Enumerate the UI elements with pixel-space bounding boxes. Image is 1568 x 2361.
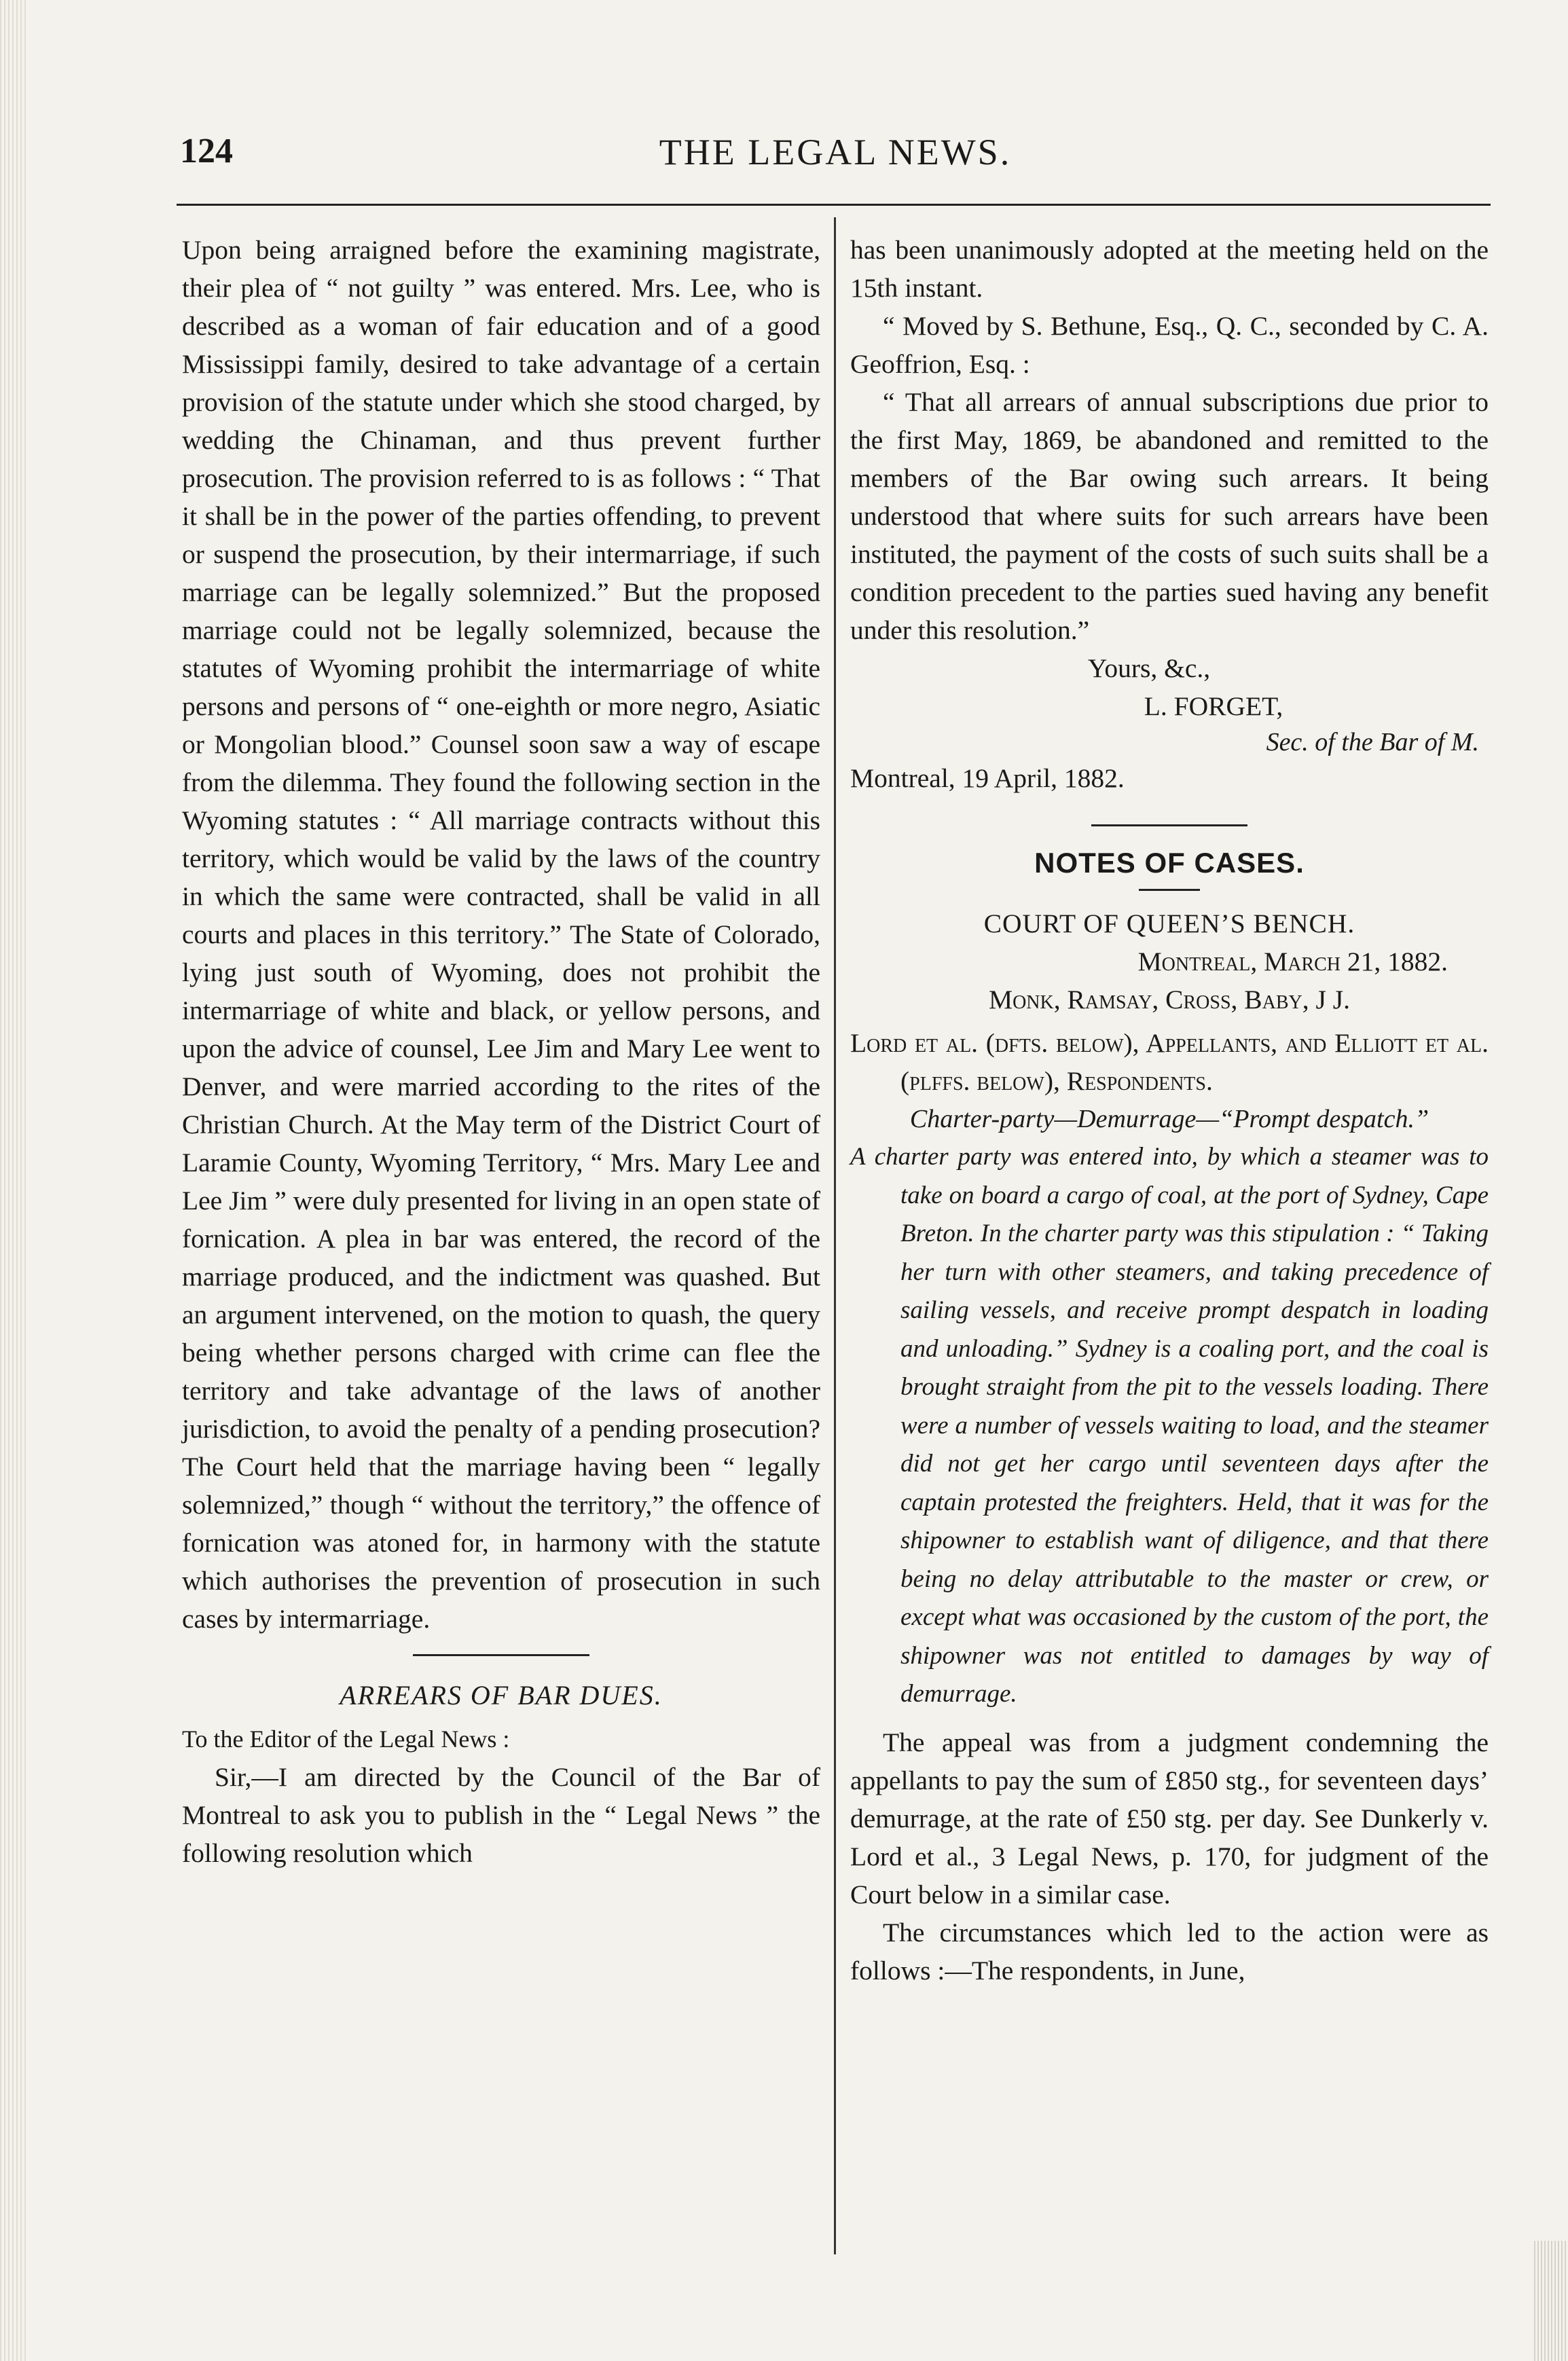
- header-rule: [177, 204, 1491, 206]
- appeal-paragraph: The appeal was from a judgment condemning the appellants to pay the sum of £850 stg., for seventeen days’ demurrage, at the rate of £50 stg. per day. See Dunkerly v. Lord et al., 3 Legal News, p. 170, for judgment of the Court below in a similar case.: [850, 1727, 1489, 1909]
- parties: Lord et al. (dfts. below), Appellants, and Elliott et al. (plffs. below), Respondents.: [850, 1028, 1489, 1096]
- letter-opening: Sir,—I am directed by the Council of the Bar of Montreal to ask you to publish in the “ Legal News ” the following resolution which: [182, 1762, 820, 1868]
- section-rule: [413, 1654, 589, 1656]
- case-subject: Charter-party—Demurrage—“Prompt despatch.”: [909, 1105, 1429, 1133]
- headnote: A charter party was entered into, by which a steamer was to take on board a cargo of coal, at the port of Sydney, Cape Breton. In the charter party was this stipulation : “ Taking her turn with other steamers, and taking precedence of sailing vessels, and receive prompt despatch in loading and unloading.” Sydney is a coaling port, and the coal is brought straight from the pit to the vessels loading. There were a number of vessels waiting to load, and the steamer did not get her cargo until seventeen days after the captain protested the freighters. Held, that it was for the shipowner to establish want of diligence, and that there being no delay attributable to the master or crew, or except what was occasioned by the custom of the port, the shipowner was not entitled to damages by way of demurrage.: [850, 1143, 1489, 1708]
- short-rule: [1139, 889, 1200, 891]
- main-paragraph: Upon being arraigned before the examining magistrate, their plea of “ not guilty ” was entered. Mrs. Lee, who is described as a woman of fair education and of a good Mississippi family, desired to take advantage of a certain provision of the statute under which she stood charged, by wedding the Chinaman, and thus prevent further prosecution. The provision referred to is as follows : “ That it shall be in the power of the parties offending, to prevent or suspend the prosecution, by their intermarriage, if such marriage can be legally solemnized.” But the proposed marriage could not be legally solemnized, because the statutes of Wyoming prohibit the intermarriage of white persons and persons of “ one-eighth or more negro, Asiatic or Mongolian blood.” Counsel soon saw a way of escape from the dilemma. They found the following section in the Wyoming statutes : “ All marriage contracts without this territory, which would be valid by the laws of the country in which the same were contracted, shall be valid in all courts and places in this territory.” The State of Colorado, lying just south of Wyoming, does not prohibit the intermarriage of white and black, or yellow persons, and upon the advice of counsel, Lee Jim and Mary Lee went to Denver, and were married according to the rites of the Christian Church. At the May term of the District Court of Laramie County, Wyoming Territory, “ Mrs. Mary Lee and Lee Jim ” were duly presented for living in an open state of fornication. A plea in bar was entered, the record of the marriage produced, and the indictment was quashed. But an argument intervened, on the motion to quash, the query being whether persons charged with crime can flee the territory and take advantage of the laws of another jurisdiction, to avoid the penalty of a pending prosecution? The Court held that the marriage having been “ legally solemnized,” though “ without the territory,” the offence of fornication was atoned for, in harmony with the statute which authorises the prevention of prosecution in such cases by intermarriage.: [182, 235, 820, 1634]
- signature-title: Sec. of the Bar of M.: [1266, 728, 1479, 756]
- court-date: Montreal, March 21, 1882.: [1137, 947, 1448, 976]
- column-divider: [834, 217, 836, 2254]
- resolution-paragraph: “ That all arrears of annual subscriptions due prior to the first May, 1869, be abandoned and remitted to the members of the Bar owing such arrears. It being understood that where suits for such arrears have been instituted, the payment of the costs of such suits shall be a condition precedent to the parties sued having any benefit under this resolution.”: [850, 387, 1489, 645]
- judges: Monk, Ramsay, Cross, Baby, J J.: [988, 985, 1351, 1014]
- signature: L. FORGET,: [1144, 691, 1283, 721]
- letter-continued: has been unanimously adopted at the meeting held on the 15th instant.: [850, 235, 1489, 303]
- page-number: 124: [180, 132, 233, 170]
- circumstances-paragraph: The circumstances which led to the action were as follows :—The respondents, in June,: [850, 1917, 1489, 1985]
- binding-edge: [0, 0, 27, 2361]
- page-edge: [1534, 2241, 1568, 2361]
- motion-paragraph: “ Moved by S. Bethune, Esq., Q. C., seconded by C. A. Geoffrion, Esq. :: [850, 311, 1489, 379]
- section-rule: [1091, 824, 1247, 826]
- notes-title: NOTES OF CASES.: [1034, 847, 1305, 879]
- page-header: [180, 126, 1491, 187]
- section-title: ARREARS OF BAR DUES.: [340, 1680, 663, 1710]
- to-editor-line: To the Editor of the Legal News :: [182, 1725, 510, 1753]
- court-name: COURT OF QUEEN’S BENCH.: [983, 909, 1355, 938]
- date-line: Montreal, 19 April, 1882.: [850, 763, 1125, 793]
- running-head: THE LEGAL NEWS.: [659, 132, 1012, 172]
- left-column: [182, 231, 820, 1872]
- right-column: [850, 231, 1489, 1990]
- closing: Yours, &c.,: [1087, 653, 1211, 683]
